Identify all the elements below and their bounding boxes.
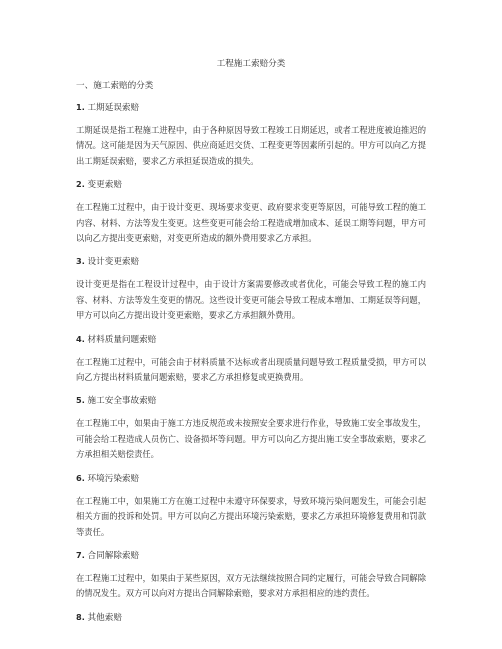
item-heading xyxy=(76,394,426,407)
claim-item-3 xyxy=(76,255,426,323)
item-number: 1. xyxy=(76,102,85,112)
item-heading xyxy=(76,549,426,562)
document-title: 工程施工索赔分类 xyxy=(216,59,286,69)
claim-item-8 xyxy=(76,611,426,624)
item-heading xyxy=(76,101,426,114)
item-number: 7. xyxy=(76,549,85,560)
item-heading-text: 材料质量问题索赔 xyxy=(87,334,157,345)
section-heading: 一、施工索赔的分类 xyxy=(76,81,154,91)
item-body: 在工程施工中，如果由于施工方违反规范或未按照安全要求进行作业，导致施工安全事故发生，可能会给工程造成人员伤亡、设备损坏等问题。甲方可以向乙方提出施工安全事故索赔，要求乙方承担相关赔偿责任。 xyxy=(76,418,426,460)
item-heading xyxy=(76,611,426,624)
claim-item-7 xyxy=(76,549,426,602)
item-body: 在工程施工过程中，由于设计变更、现场要求变更、政府要求变更等原因，可能导致工程的施工内容、材料、方法等发生变更。这些变更可能会给工程造成增加成本、延误工期等问题，甲方可以向乙方提出变更索赔，对变更所造成的额外费用要求乙方承担。 xyxy=(76,202,426,244)
item-number: 6. xyxy=(76,472,85,483)
item-body: 在工程施工中，如果施工方在施工过程中未遵守环保要求，导致环境污染问题发生，可能会引起相关方面的投诉和处罚。甲方可以向乙方提出环境污染索赔，要求乙方承担环境修复费用和罚款等责任。 xyxy=(76,495,426,537)
item-heading xyxy=(76,255,426,268)
claim-item-5 xyxy=(76,394,426,462)
item-number: 5. xyxy=(76,395,85,406)
item-number: 3. xyxy=(76,256,85,267)
item-number: 8. xyxy=(76,611,85,622)
item-heading xyxy=(76,333,426,346)
item-heading-text: 工期延误索赔 xyxy=(87,103,140,113)
item-heading xyxy=(76,472,426,485)
item-body: 工期延误是指工程施工进程中，由于各种原因导致工程竣工日期延迟，或者工程进度被迫推迟的情况。这可能是因为天气原因、供应商延迟交货、工程变更等因素所引起的。甲方可以向乙方提出工期延误索赔，要求乙方承担延误造成的损失。 xyxy=(76,125,426,166)
claim-item-6 xyxy=(76,472,426,540)
item-number: 2. xyxy=(76,179,85,190)
item-heading xyxy=(76,178,426,191)
item-heading-text: 设计变更索赔 xyxy=(87,257,140,268)
item-body: 在工程施工过程中，如果由于某些原因，双方无法继续按照合同约定履行，可能会导致合同解除的情况发生。双方可以向对方提出合同解除索赔，要求对方承担相应的违约责任。 xyxy=(76,572,426,599)
item-body: 设计变更是指在工程设计过程中，由于设计方案需要修改或者优化，可能会导致工程的施工内容、材料、方法等发生变更的情况。这些设计变更可能会导致工程成本增加、工期延误等问题，甲方可以向乙方提出设计变更索赔，要求乙方承担额外费用。 xyxy=(76,279,426,321)
claim-item-1 xyxy=(76,101,426,169)
item-heading-text: 环境污染索赔 xyxy=(87,473,140,484)
item-body: 在工程施工过程中，可能会由于材料质量不达标或者出现质量问题导致工程质量受损，甲方可以向乙方提出材料质量问题索赔，要求乙方承担修复或更换费用。 xyxy=(76,356,426,383)
item-heading-text: 变更索赔 xyxy=(87,180,122,191)
item-heading-text: 施工安全事故索赔 xyxy=(87,396,157,407)
item-number: 4. xyxy=(76,333,85,344)
item-heading-text: 合同解除索赔 xyxy=(87,550,140,561)
item-heading-text: 其他索赔 xyxy=(87,612,122,623)
claim-item-2 xyxy=(76,178,426,246)
claim-item-4 xyxy=(76,333,426,386)
